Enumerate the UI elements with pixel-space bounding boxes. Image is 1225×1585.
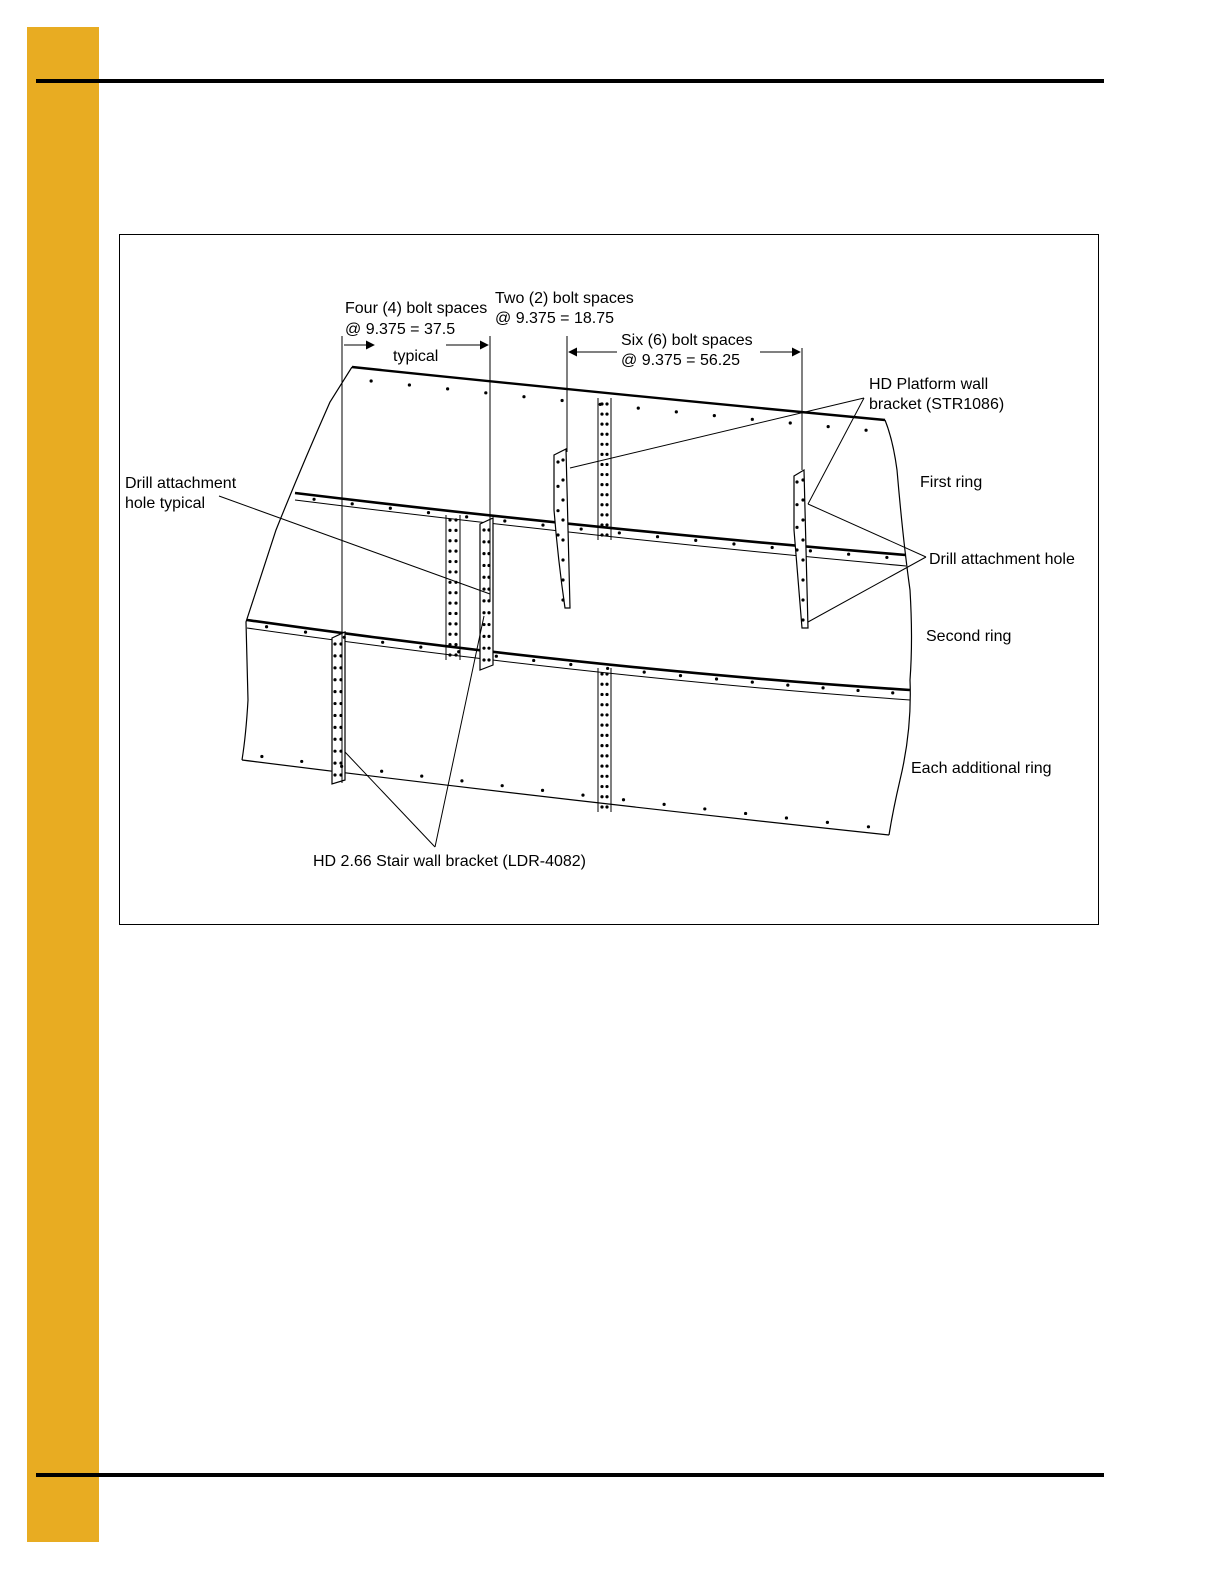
- bolt-hole: [605, 785, 608, 788]
- bolt-hole: [454, 612, 457, 615]
- bolt-hole: [600, 523, 603, 526]
- bolt-hole: [605, 693, 608, 696]
- bolt-hole: [600, 785, 603, 788]
- bolt-hole: [600, 734, 603, 737]
- label-first-ring: First ring: [920, 474, 983, 491]
- bolt-hole: [656, 535, 659, 538]
- bolt-hole: [487, 611, 490, 614]
- bolt-hole: [561, 558, 564, 561]
- bolt-hole: [637, 407, 640, 410]
- bolt-hole: [265, 625, 268, 628]
- platform-bracket-left: [554, 449, 570, 608]
- bolt-hole: [561, 578, 564, 581]
- label-two-bolt-value: @ 9.375 = 18.75: [495, 310, 614, 327]
- bolt-hole: [484, 391, 487, 394]
- bolt-hole: [605, 473, 608, 476]
- bolt-hole: [333, 678, 336, 681]
- bolt-hole: [300, 760, 303, 763]
- vertical-seam-middle: [446, 515, 460, 660]
- bolt-hole: [605, 754, 608, 757]
- bolt-hole: [465, 515, 468, 518]
- bolt-hole: [885, 556, 888, 559]
- bolt-hole: [891, 691, 894, 694]
- bolt-hole: [600, 453, 603, 456]
- bolt-hole: [408, 383, 411, 386]
- bolt-hole: [460, 779, 463, 782]
- bolt-hole: [643, 671, 646, 674]
- label-drill-typical-2: hole typical: [125, 495, 206, 512]
- bolt-hole: [581, 793, 584, 796]
- bolt-hole: [454, 633, 457, 636]
- bolt-hole: [446, 387, 449, 390]
- bolt-hole: [795, 526, 798, 529]
- vertical-seam-upper: [598, 398, 611, 540]
- label-two-bolt-spaces: Two (2) bolt spaces: [495, 290, 634, 307]
- bolt-holes: [260, 379, 894, 828]
- bolt-hole: [487, 647, 490, 650]
- bolt-hole: [333, 666, 336, 669]
- bolt-hole: [600, 483, 603, 486]
- bolt-hole: [605, 483, 608, 486]
- bolt-hole: [454, 601, 457, 604]
- right-edge-outline: [885, 420, 912, 835]
- bolt-hole: [605, 764, 608, 767]
- bolt-hole: [600, 533, 603, 536]
- bolt-hole: [606, 667, 609, 670]
- bolt-hole: [744, 812, 747, 815]
- bolt-hole: [605, 453, 608, 456]
- bolt-hole: [448, 612, 451, 615]
- bolt-hole: [333, 702, 336, 705]
- bolt-hole: [487, 623, 490, 626]
- bolt-hole: [454, 570, 457, 573]
- bolt-hole: [600, 433, 603, 436]
- bolt-hole: [448, 550, 451, 553]
- bolt-hole: [482, 540, 485, 543]
- bolt-hole: [605, 724, 608, 727]
- bolt-hole: [771, 546, 774, 549]
- bolt-hole: [427, 511, 430, 514]
- bolt-hole: [801, 578, 804, 581]
- bolt-hole: [487, 635, 490, 638]
- bolt-hole: [600, 493, 603, 496]
- bolt-hole: [605, 744, 608, 747]
- bolt-hole: [605, 775, 608, 778]
- bolt-hole: [600, 693, 603, 696]
- bolt-hole: [419, 646, 422, 649]
- bolt-hole: [827, 425, 830, 428]
- bolt-hole: [556, 485, 559, 488]
- label-typical: typical: [393, 348, 439, 365]
- bolt-hole: [600, 775, 603, 778]
- bolt-hole: [618, 531, 621, 534]
- bolt-hole: [503, 519, 506, 522]
- bolt-hole: [801, 618, 804, 621]
- bolt-hole: [448, 529, 451, 532]
- bolt-hole: [482, 587, 485, 590]
- label-four-bolt-value: @ 9.375 = 37.5: [345, 321, 456, 338]
- bolt-hole: [457, 650, 460, 653]
- bolt-hole: [561, 598, 564, 601]
- label-platform-bracket: HD Platform wall: [869, 376, 989, 393]
- bolt-hole: [600, 423, 603, 426]
- bolt-hole: [495, 655, 498, 658]
- bolt-hole: [856, 689, 859, 692]
- bolt-hole: [605, 443, 608, 446]
- bolt-hole: [605, 402, 608, 405]
- bolt-hole: [605, 533, 608, 536]
- label-four-bolt-spaces: Four (4) bolt spaces: [345, 300, 488, 317]
- bolt-hole: [561, 458, 564, 461]
- bolt-hole: [448, 591, 451, 594]
- bolt-hole: [605, 523, 608, 526]
- label-second-ring: Second ring: [926, 628, 1012, 645]
- bolt-hole: [605, 493, 608, 496]
- vertical-seam-lower: [598, 668, 611, 812]
- seam-first-ring: [295, 493, 906, 566]
- bolt-hole: [600, 764, 603, 767]
- bolt-hole: [454, 591, 457, 594]
- bolt-hole: [600, 443, 603, 446]
- label-drill-typical: Drill attachment: [125, 475, 237, 492]
- bolt-hole: [795, 503, 798, 506]
- bolt-hole: [600, 473, 603, 476]
- bolt-hole: [389, 507, 392, 510]
- bolt-hole: [675, 410, 678, 413]
- label-stair-bracket: HD 2.66 Stair wall bracket (LDR-4082): [313, 853, 586, 870]
- bolt-hole: [600, 412, 603, 415]
- label-platform-bracket-part: bracket (STR1086): [869, 396, 1005, 413]
- bolt-hole: [482, 552, 485, 555]
- bolt-hole: [801, 538, 804, 541]
- bolt-hole: [600, 724, 603, 727]
- bolt-hole: [448, 518, 451, 521]
- bolt-hole: [605, 423, 608, 426]
- bolt-hole: [600, 463, 603, 466]
- leader-lines: [219, 398, 926, 847]
- bolt-hole: [541, 523, 544, 526]
- bolt-hole: [715, 677, 718, 680]
- bolt-hole: [864, 429, 867, 432]
- bolt-hole: [679, 674, 682, 677]
- bolt-hole: [448, 560, 451, 563]
- bolt-hole: [703, 807, 706, 810]
- bolt-hole: [448, 653, 451, 656]
- stair-bracket-upper: [480, 518, 493, 670]
- bolt-hole: [732, 542, 735, 545]
- bolt-hole: [532, 659, 535, 662]
- bolt-hole: [809, 549, 812, 552]
- bolt-hole: [333, 690, 336, 693]
- dimension-lines: [342, 336, 802, 783]
- bolt-hole: [343, 636, 346, 639]
- bolt-hole: [304, 631, 307, 634]
- bolt-hole: [482, 576, 485, 579]
- bolt-hole: [448, 643, 451, 646]
- bolt-hole: [801, 598, 804, 601]
- bolt-hole: [867, 825, 870, 828]
- bolt-hole: [605, 713, 608, 716]
- bolt-hole: [561, 518, 564, 521]
- bolt-hole: [454, 539, 457, 542]
- bolt-hole: [482, 647, 485, 650]
- label-six-bolt-spaces: Six (6) bolt spaces: [621, 332, 753, 349]
- bolt-hole: [333, 761, 336, 764]
- bolt-hole: [420, 775, 423, 778]
- bolt-hole: [694, 539, 697, 542]
- bolt-hole: [448, 570, 451, 573]
- bolt-hole: [381, 641, 384, 644]
- bolt-hole: [801, 558, 804, 561]
- bolt-hole: [605, 513, 608, 516]
- bolt-hole: [801, 518, 804, 521]
- bolt-hole: [600, 513, 603, 516]
- bolt-hole: [600, 503, 603, 506]
- bolt-hole: [448, 539, 451, 542]
- bolt-hole: [333, 642, 336, 645]
- bolt-hole: [605, 503, 608, 506]
- bolt-hole: [605, 795, 608, 798]
- bolt-hole: [454, 529, 457, 532]
- bolt-hole: [333, 654, 336, 657]
- bolt-hole: [600, 744, 603, 747]
- bolt-hole: [622, 798, 625, 801]
- seam-second-ring: [247, 620, 910, 700]
- bolt-hole: [448, 633, 451, 636]
- bolt-hole: [482, 528, 485, 531]
- bolt-hole: [448, 601, 451, 604]
- bolt-hole: [333, 738, 336, 741]
- bolt-hole: [605, 672, 608, 675]
- bolt-hole: [448, 581, 451, 584]
- bolt-hole: [333, 750, 336, 753]
- bolt-hole: [541, 789, 544, 792]
- bolt-hole: [312, 498, 315, 501]
- bolt-hole: [454, 622, 457, 625]
- bolt-hole: [713, 414, 716, 417]
- bolt-hole: [370, 379, 373, 382]
- bolt-hole: [454, 653, 457, 656]
- bolt-hole: [795, 548, 798, 551]
- bolt-hole: [600, 703, 603, 706]
- bolt-hole: [333, 714, 336, 717]
- bolt-hole: [556, 509, 559, 512]
- bolt-hole: [801, 498, 804, 501]
- bolt-hole: [605, 805, 608, 808]
- bolt-hole: [454, 518, 457, 521]
- label-six-bolt-value: @ 9.375 = 56.25: [621, 352, 740, 369]
- bolt-hole: [605, 683, 608, 686]
- bolt-hole: [351, 502, 354, 505]
- bolt-hole: [482, 635, 485, 638]
- bolt-hole: [448, 622, 451, 625]
- bolt-hole: [751, 681, 754, 684]
- bolt-hole: [561, 538, 564, 541]
- bolt-hole: [600, 672, 603, 675]
- bolt-hole: [482, 658, 485, 661]
- bolt-hole: [751, 418, 754, 421]
- bolt-hole: [826, 821, 829, 824]
- bolt-hole: [600, 805, 603, 808]
- bolt-hole: [580, 527, 583, 530]
- bolt-hole: [663, 803, 666, 806]
- bolt-hole: [605, 412, 608, 415]
- bolt-hole: [600, 795, 603, 798]
- bolt-hole: [454, 643, 457, 646]
- bolt-hole: [380, 770, 383, 773]
- bolt-hole: [605, 433, 608, 436]
- bolt-hole: [605, 463, 608, 466]
- bolt-hole: [801, 478, 804, 481]
- bolt-hole: [260, 755, 263, 758]
- bolt-hole: [487, 658, 490, 661]
- bolt-hole: [454, 560, 457, 563]
- bolt-hole: [333, 726, 336, 729]
- bolt-hole: [501, 784, 504, 787]
- bolt-hole: [600, 402, 603, 405]
- bolt-hole: [795, 480, 798, 483]
- bolt-hole: [522, 395, 525, 398]
- bolt-hole: [786, 683, 789, 686]
- bolt-hole: [482, 611, 485, 614]
- bolt-hole: [605, 734, 608, 737]
- bolt-hole: [482, 599, 485, 602]
- label-each-additional-ring: Each additional ring: [911, 760, 1052, 777]
- bolt-hole: [789, 421, 792, 424]
- bolt-hole: [600, 713, 603, 716]
- bolt-hole: [821, 686, 824, 689]
- label-drill-hole: Drill attachment hole: [929, 551, 1075, 568]
- bolt-hole: [333, 773, 336, 776]
- bolt-hole: [556, 460, 559, 463]
- bolt-hole: [482, 564, 485, 567]
- bolt-hole: [785, 816, 788, 819]
- bolt-hole: [561, 498, 564, 501]
- bolt-hole: [847, 553, 850, 556]
- bolt-hole: [561, 478, 564, 481]
- bolt-hole: [454, 550, 457, 553]
- bolt-hole: [556, 533, 559, 536]
- bolt-hole: [605, 703, 608, 706]
- bolt-hole: [569, 663, 572, 666]
- bolt-hole: [600, 683, 603, 686]
- bolt-hole: [600, 754, 603, 757]
- bolt-hole: [561, 399, 564, 402]
